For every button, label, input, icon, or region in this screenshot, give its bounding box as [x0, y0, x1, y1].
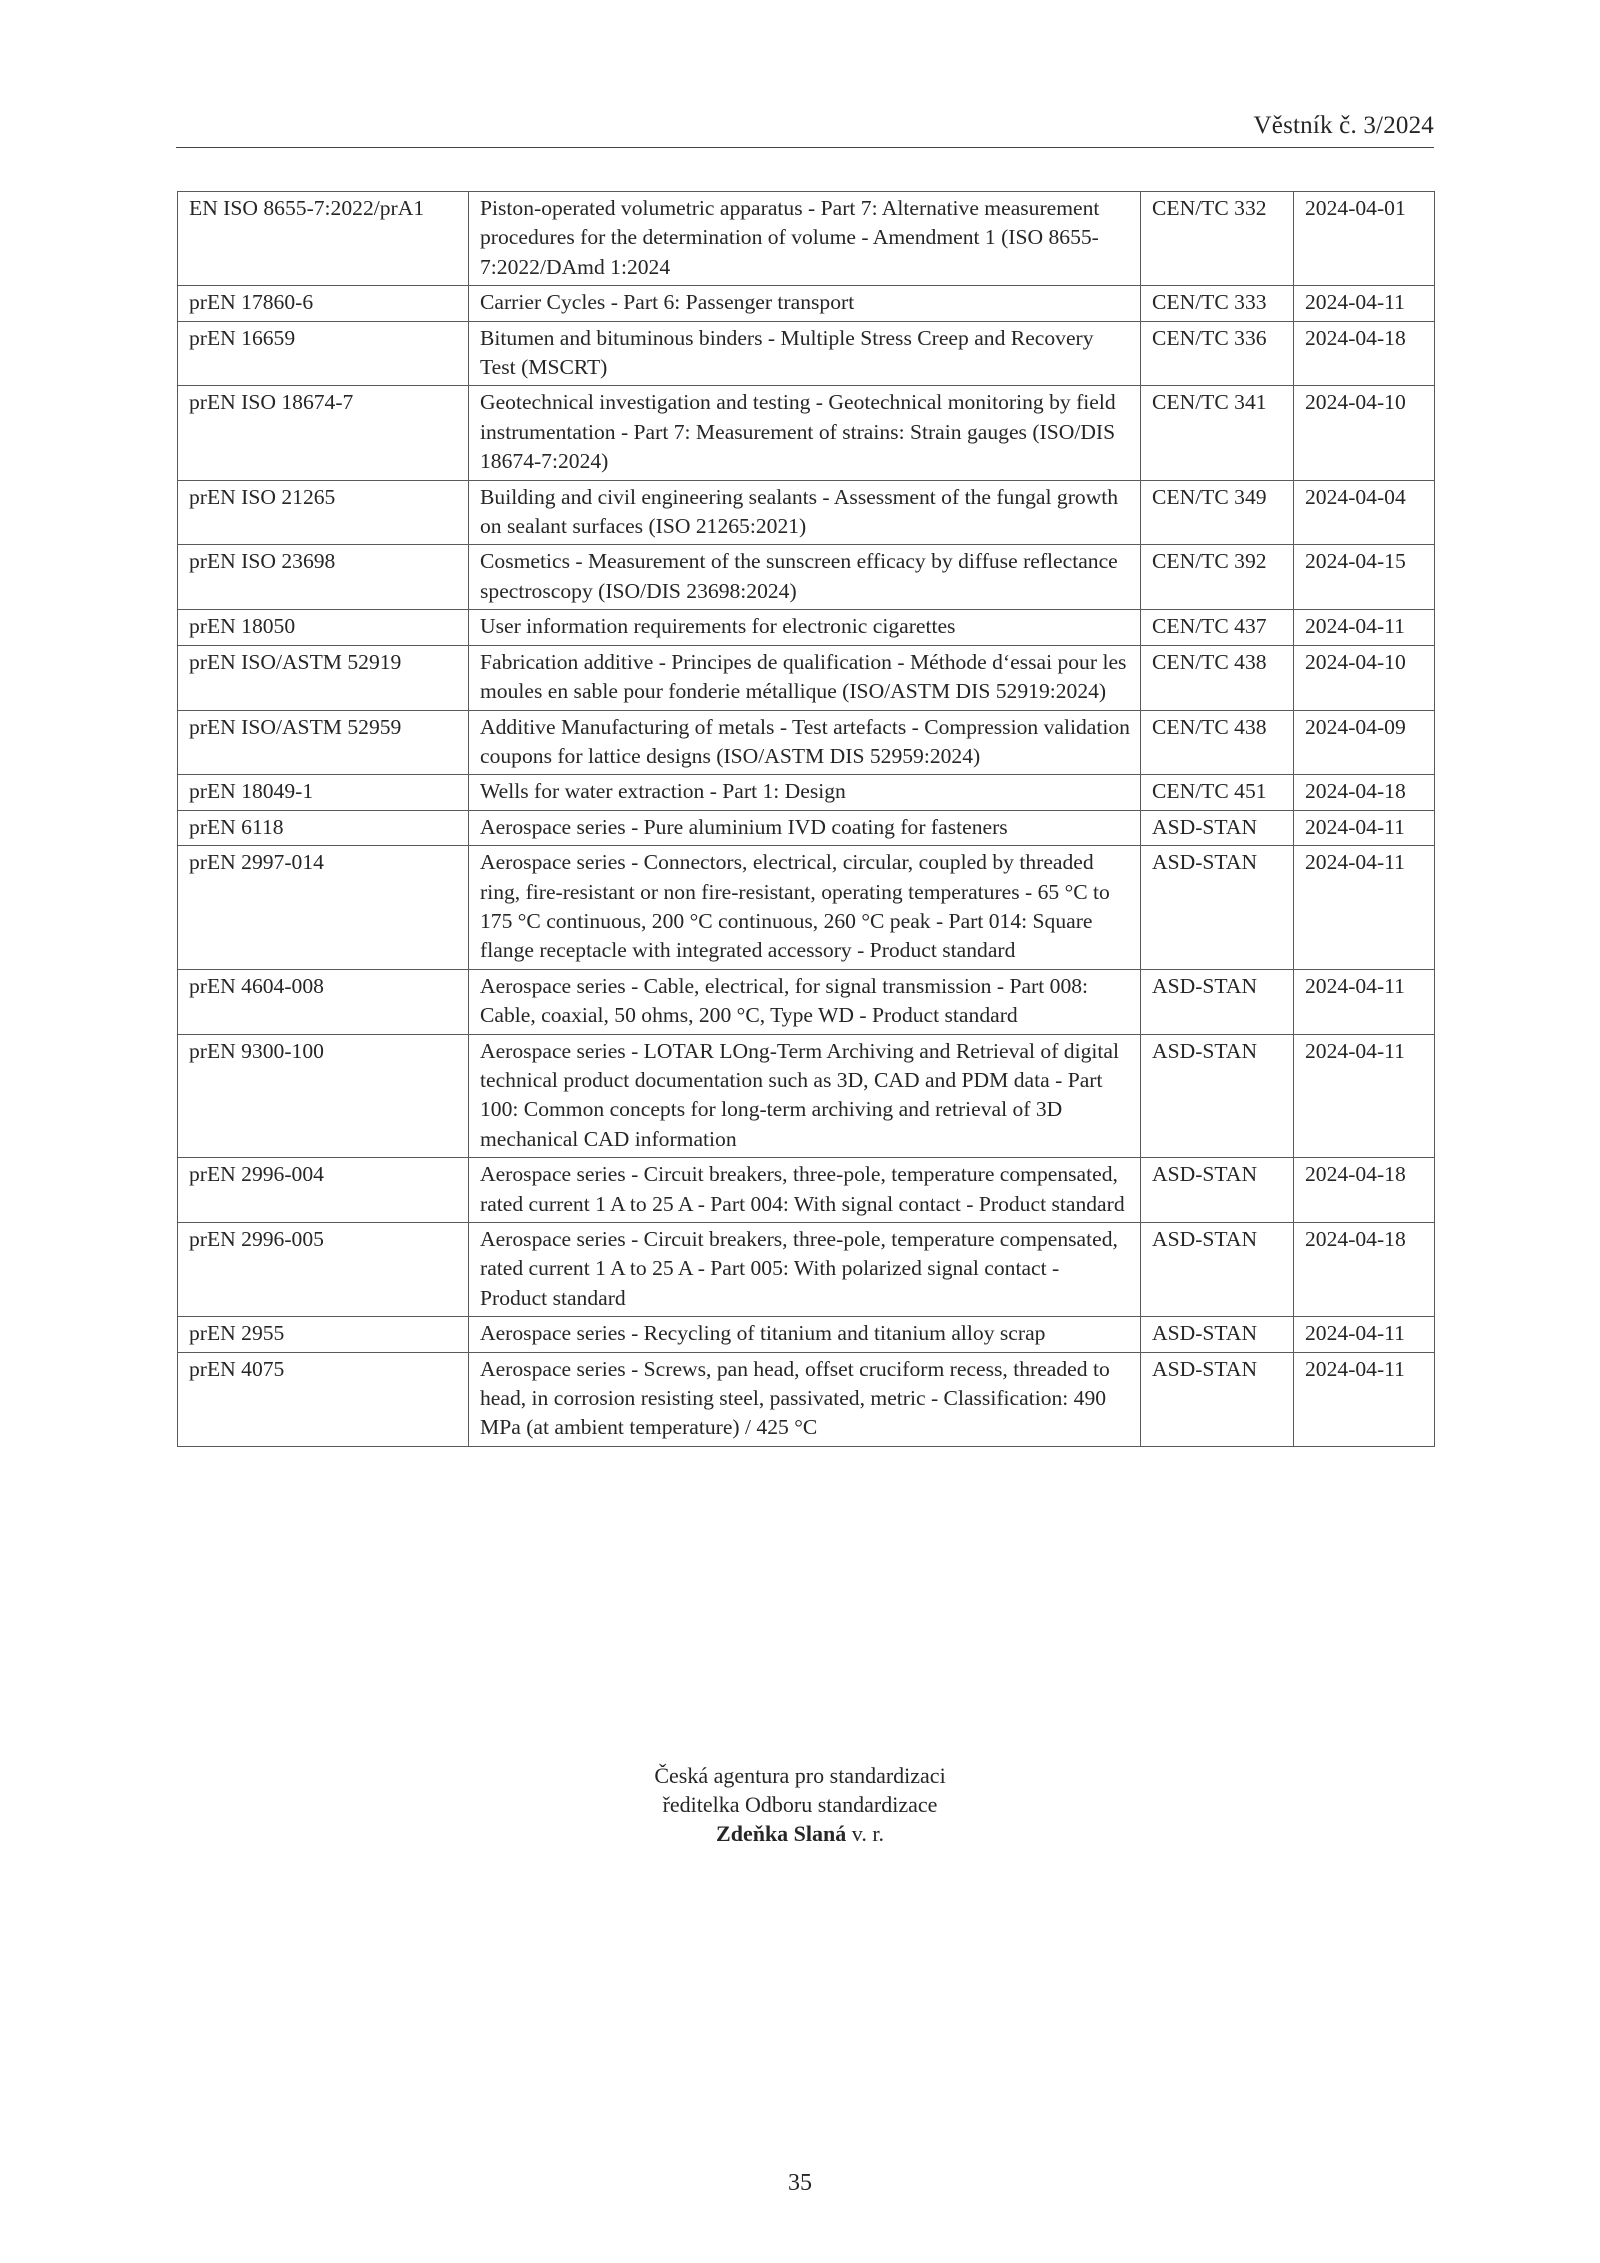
committee-cell: CEN/TC 392 [1141, 545, 1294, 610]
committee-cell: CEN/TC 349 [1141, 480, 1294, 545]
standard-title-cell: Aerospace series - Connectors, electrical, circular, coupled by threaded ring, fire-resistant or non fire-resistant, operating temperatures - 65 °C to 175 °C continuous, 200 °C continuous, 260 °C peak - Part 014: Square flange receptacle with integrated accessory - Product standard [469, 846, 1141, 970]
committee-cell: ASD-STAN [1141, 1034, 1294, 1158]
standard-code-cell: prEN 18049-1 [178, 775, 469, 810]
deadline-date-cell: 2024-04-01 [1294, 192, 1435, 286]
table-row [178, 1223, 1435, 1317]
committee-cell: ASD-STAN [1141, 846, 1294, 970]
agency-name: Česká agentura pro standardizaci [654, 1763, 946, 1788]
table-row [178, 710, 1435, 775]
committee-cell: CEN/TC 437 [1141, 610, 1294, 645]
standard-code-cell: prEN ISO 21265 [178, 480, 469, 545]
standard-code-cell: prEN 17860-6 [178, 286, 469, 321]
table-row [178, 846, 1435, 970]
signatory-role: ředitelka Odboru standardizace [662, 1792, 938, 1817]
table-row [178, 610, 1435, 645]
committee-cell: CEN/TC 438 [1141, 645, 1294, 710]
deadline-date-cell: 2024-04-11 [1294, 286, 1435, 321]
standard-title-cell: Aerospace series - Recycling of titanium and titanium alloy scrap [469, 1317, 1141, 1352]
table-row [178, 775, 1435, 810]
header-divider [176, 147, 1434, 148]
standard-code-cell: EN ISO 8655-7:2022/prA1 [178, 192, 469, 286]
deadline-date-cell: 2024-04-09 [1294, 710, 1435, 775]
standard-title-cell: Wells for water extraction - Part 1: Design [469, 775, 1141, 810]
standard-code-cell: prEN 4075 [178, 1352, 469, 1446]
deadline-date-cell: 2024-04-18 [1294, 1158, 1435, 1223]
standard-title-cell: Bitumen and bituminous binders - Multiple Stress Creep and Recovery Test (MSCRT) [469, 321, 1141, 386]
deadline-date-cell: 2024-04-11 [1294, 846, 1435, 970]
table-row [178, 810, 1435, 845]
table-row [178, 1034, 1435, 1158]
table-row [178, 545, 1435, 610]
committee-cell: CEN/TC 438 [1141, 710, 1294, 775]
standard-code-cell: prEN 9300-100 [178, 1034, 469, 1158]
deadline-date-cell: 2024-04-11 [1294, 1352, 1435, 1446]
deadline-date-cell: 2024-04-18 [1294, 775, 1435, 810]
table-row [178, 969, 1435, 1034]
deadline-date-cell: 2024-04-15 [1294, 545, 1435, 610]
deadline-date-cell: 2024-04-11 [1294, 810, 1435, 845]
standard-title-cell: Aerospace series - Circuit breakers, three-pole, temperature compensated, rated current 1 A to 25 A - Part 005: With polarized signal contact - Product standard [469, 1223, 1141, 1317]
table-row [178, 1317, 1435, 1352]
standard-title-cell: Geotechnical investigation and testing - Geotechnical monitoring by field instrumentation - Part 7: Measurement of strains: Strain gauges (ISO/DIS 18674-7:2024) [469, 386, 1141, 480]
standard-title-cell: Building and civil engineering sealants - Assessment of the fungal growth on sealant surfaces (ISO 21265:2021) [469, 480, 1141, 545]
signatory-line [0, 1819, 1600, 1848]
standard-title-cell: Aerospace series - LOTAR LOng-Term Archiving and Retrieval of digital technical product documentation such as 3D, CAD and PDM data - Part 100: Common concepts for long-term archiving and retrieval of 3D mechanical CAD information [469, 1034, 1141, 1158]
signature-block [0, 1761, 1600, 1848]
committee-cell: ASD-STAN [1141, 1158, 1294, 1223]
standard-code-cell: prEN 2955 [178, 1317, 469, 1352]
standard-title-cell: User information requirements for electronic cigarettes [469, 610, 1141, 645]
deadline-date-cell: 2024-04-11 [1294, 1317, 1435, 1352]
committee-cell: ASD-STAN [1141, 969, 1294, 1034]
standard-code-cell: prEN ISO 23698 [178, 545, 469, 610]
standard-code-cell: prEN 18050 [178, 610, 469, 645]
committee-cell: CEN/TC 332 [1141, 192, 1294, 286]
standard-code-cell: prEN ISO/ASTM 52919 [178, 645, 469, 710]
table-row [178, 321, 1435, 386]
page-number: 35 [788, 2170, 812, 2196]
standard-title-cell: Cosmetics - Measurement of the sunscreen efficacy by diffuse reflectance spectroscopy (ISO/DIS 23698:2024) [469, 545, 1141, 610]
committee-cell: CEN/TC 336 [1141, 321, 1294, 386]
standard-code-cell: prEN ISO 18674-7 [178, 386, 469, 480]
deadline-date-cell: 2024-04-10 [1294, 386, 1435, 480]
committee-cell: ASD-STAN [1141, 810, 1294, 845]
standards-table-body [178, 192, 1435, 1447]
standard-code-cell: prEN 4604-008 [178, 969, 469, 1034]
committee-cell: ASD-STAN [1141, 1352, 1294, 1446]
table-row [178, 480, 1435, 545]
table-row [178, 1352, 1435, 1446]
standard-title-cell: Aerospace series - Screws, pan head, offset cruciform recess, threaded to head, in corrosion resisting steel, passivated, metric - Classification: 490 MPa (at ambient temperature) / 425 °C [469, 1352, 1141, 1446]
standard-title-cell: Fabrication additive - Principes de qualification - Méthode d‘essai pour les moules en sable pour fonderie métallique (ISO/ASTM DIS 52919:2024) [469, 645, 1141, 710]
deadline-date-cell: 2024-04-11 [1294, 969, 1435, 1034]
committee-cell: ASD-STAN [1141, 1317, 1294, 1352]
signatory-name: Zdeňka Slaná [716, 1821, 847, 1846]
standard-code-cell: prEN 2997-014 [178, 846, 469, 970]
deadline-date-cell: 2024-04-04 [1294, 480, 1435, 545]
standard-code-cell: prEN 2996-005 [178, 1223, 469, 1317]
standard-code-cell: prEN 16659 [178, 321, 469, 386]
standard-title-cell: Aerospace series - Cable, electrical, for signal transmission - Part 008: Cable, coaxial, 50 ohms, 200 °C, Type WD - Product standard [469, 969, 1141, 1034]
committee-cell: CEN/TC 333 [1141, 286, 1294, 321]
table-row [178, 286, 1435, 321]
committee-cell: CEN/TC 341 [1141, 386, 1294, 480]
deadline-date-cell: 2024-04-18 [1294, 1223, 1435, 1317]
standard-code-cell: prEN 2996-004 [178, 1158, 469, 1223]
table-row [178, 386, 1435, 480]
bulletin-title: Věstník č. 3/2024 [1253, 112, 1434, 139]
signatory-suffix: v. r. [851, 1821, 884, 1846]
deadline-date-cell: 2024-04-11 [1294, 610, 1435, 645]
standard-code-cell: prEN ISO/ASTM 52959 [178, 710, 469, 775]
standard-title-cell: Aerospace series - Pure aluminium IVD coating for fasteners [469, 810, 1141, 845]
table-row [178, 645, 1435, 710]
table-row [178, 192, 1435, 286]
committee-cell: CEN/TC 451 [1141, 775, 1294, 810]
standard-title-cell: Carrier Cycles - Part 6: Passenger transport [469, 286, 1141, 321]
standard-code-cell: prEN 6118 [178, 810, 469, 845]
standard-title-cell: Aerospace series - Circuit breakers, three-pole, temperature compensated, rated current 1 A to 25 A - Part 004: With signal contact - Product standard [469, 1158, 1141, 1223]
deadline-date-cell: 2024-04-10 [1294, 645, 1435, 710]
table-row [178, 1158, 1435, 1223]
committee-cell: ASD-STAN [1141, 1223, 1294, 1317]
deadline-date-cell: 2024-04-18 [1294, 321, 1435, 386]
standard-title-cell: Additive Manufacturing of metals - Test artefacts - Compression validation coupons for lattice designs (ISO/ASTM DIS 52959:2024) [469, 710, 1141, 775]
standards-table [177, 191, 1435, 1447]
deadline-date-cell: 2024-04-11 [1294, 1034, 1435, 1158]
standard-title-cell: Piston-operated volumetric apparatus - Part 7: Alternative measurement procedures for the determination of volume - Amendment 1 (ISO 8655-7:2022/DAmd 1:2024 [469, 192, 1141, 286]
